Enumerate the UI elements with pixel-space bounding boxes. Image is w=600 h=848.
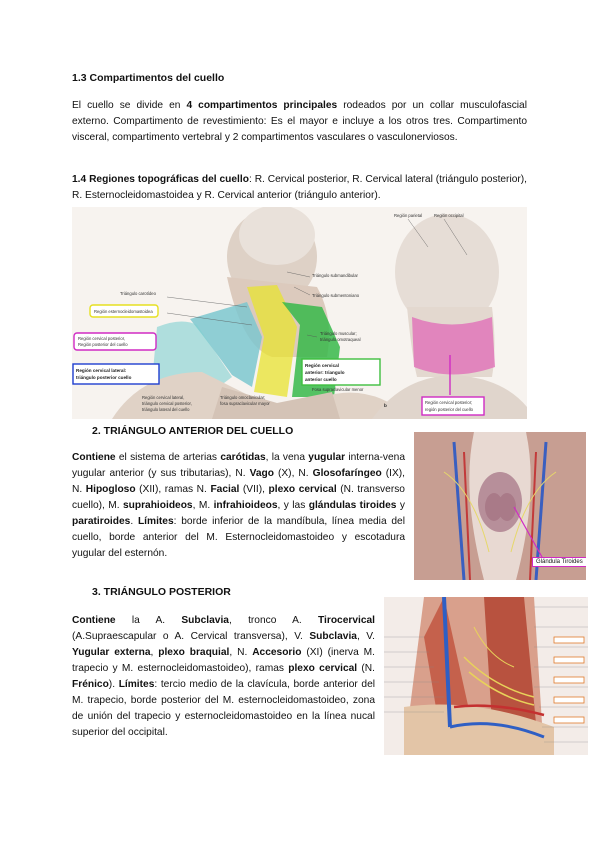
label-submandibular: Triángulo submandibular bbox=[312, 273, 358, 278]
text-run: la A. bbox=[115, 615, 182, 626]
thyroid-caption: Glándula Tiroides bbox=[532, 557, 586, 567]
text-run: (IX), N. bbox=[72, 468, 405, 495]
box-anterior-region-2: anterior: triangulo bbox=[305, 370, 345, 375]
section-1-3-paragraph bbox=[72, 98, 527, 146]
text-run: (N. transverso cuello), M. bbox=[72, 484, 405, 511]
text-run: (VII), bbox=[239, 484, 269, 495]
label-submental: Triángulo submentoniano bbox=[312, 293, 360, 298]
label-carotid-triangle: Triángulo carotídeo bbox=[120, 291, 156, 296]
text-bold: Glosofaríngeo bbox=[312, 468, 382, 479]
box-anterior-region-3: anterior cuello bbox=[305, 377, 337, 382]
text-bold: Accesorio bbox=[252, 647, 302, 658]
text-run: : R. Cervical posterior, R. Cervical lateral (triángulo posterior), R. Esternocleidomastoidea y R. Cervical anterior (triángulo anterior). bbox=[72, 174, 527, 201]
text-run: : borde inferior de la mandíbula, línea media del cuello, borde anterior del M. Esternocleidomastoideo y escotadura yugular del esternón. bbox=[72, 516, 405, 559]
text-bold: Límites bbox=[118, 679, 155, 690]
text-bold: Contiene bbox=[72, 452, 116, 463]
label-bottom-2b: fosa supraclavicular mayor bbox=[220, 401, 270, 406]
text-bold: 4 compartimentos principales bbox=[186, 100, 338, 111]
text-bold: Yugular externa bbox=[72, 647, 151, 658]
label-bottom-1a: Región cervical lateral, bbox=[142, 395, 185, 400]
text-run: (XI) (inerva M. trapecio y M. esternocleidomastoideo), ramas bbox=[72, 647, 375, 674]
text-run: el sistema de arterias bbox=[115, 452, 221, 463]
text-run: (X), N. bbox=[273, 468, 313, 479]
text-run: rodeados por un collar musculofascial externo. Compartimento de revestimiento: Es el mayor e incluye a los otros tres. Compartimento visceral, compartimento vertebral y 2 compartimentos vasculares o vasculonerviosos. bbox=[72, 100, 527, 143]
text-bold: Tirocervical bbox=[317, 615, 375, 626]
text-bold: Subclavia bbox=[309, 631, 357, 642]
box-lateral-region-2: triángulo posterior cuello bbox=[76, 375, 132, 380]
box-lateral-region-1: Región cervical lateral: bbox=[76, 368, 127, 373]
figure-letter-b: b bbox=[384, 403, 387, 408]
label-back-posterior-2: región posterior del cuello bbox=[425, 407, 473, 412]
text-run: El cuello se divide en bbox=[72, 100, 187, 111]
label-parietal: Región parietal bbox=[394, 213, 423, 218]
text-run: , tronco A. bbox=[228, 615, 318, 626]
text-bold: plexo cervical bbox=[288, 663, 358, 674]
text-run: , N. bbox=[229, 647, 253, 658]
text-bold: Contiene bbox=[72, 615, 116, 626]
label-scm-region: Región esternocleidomastoidea bbox=[94, 309, 153, 314]
section-3-paragraph bbox=[72, 613, 375, 741]
text-run: , bbox=[150, 647, 159, 658]
text-bold: plexo cervical bbox=[268, 484, 337, 495]
text-bold: glándulas tiroides bbox=[308, 500, 397, 511]
text-bold: suprahioideos bbox=[122, 500, 193, 511]
text-run: ). bbox=[108, 679, 119, 690]
posterior-triangle-figure bbox=[384, 597, 588, 755]
section-1-3-heading: 1.3 Compartimentos del cuello bbox=[72, 72, 225, 84]
text-run: (N. bbox=[357, 663, 375, 674]
text-run: , la vena bbox=[265, 452, 309, 463]
label-lesser-supraclavicular: Fosa supraclavicular menor bbox=[312, 387, 364, 392]
text-bold: plexo braquial bbox=[158, 647, 230, 658]
text-bold: yugular bbox=[308, 452, 346, 463]
text-bold: paratiroides bbox=[72, 516, 131, 527]
label-posterior-cervical-2: Región posterior del cuello bbox=[78, 342, 128, 347]
label-back-posterior-1: Región cervical posterior; bbox=[425, 400, 473, 405]
label-bottom-1b: triángulo cervical posterior, bbox=[142, 401, 192, 406]
text-run: , M. bbox=[192, 500, 214, 511]
text-bold: carótidas bbox=[220, 452, 266, 463]
text-run: , V. bbox=[356, 631, 375, 642]
section-2-paragraph bbox=[72, 450, 405, 562]
label-occipital: Región occipital bbox=[434, 213, 464, 218]
text-run: y bbox=[396, 500, 405, 511]
text-bold: Límites bbox=[137, 516, 174, 527]
text-run: , y las bbox=[277, 500, 309, 511]
text-bold: infrahioideos bbox=[213, 500, 278, 511]
text-run: (A.Supraescapular o A. Cervical transversa), V. bbox=[72, 631, 310, 642]
label-posterior-cervical-1: Región cervical posterior, bbox=[78, 336, 126, 341]
text-bold: Facial bbox=[210, 484, 240, 495]
text-run: . bbox=[130, 516, 138, 527]
label-bottom-1c: triángulo lateral del cuello bbox=[142, 407, 190, 412]
neck-regions-figure bbox=[72, 207, 527, 419]
text-bold: Frénico bbox=[72, 679, 109, 690]
section-2-heading: 2. TRIÁNGULO ANTERIOR DEL CUELLO bbox=[92, 425, 294, 437]
text-run: (XII), ramas N. bbox=[135, 484, 211, 495]
text-bold: Hipogloso bbox=[85, 484, 136, 495]
text-run: interna-vena yugular anterior (y sus tributarias), N. bbox=[72, 452, 406, 479]
text-bold: Vago bbox=[249, 468, 274, 479]
label-muscular-2: triángulo omotraqueal bbox=[320, 337, 361, 342]
label-muscular-1: Triángulo muscular; bbox=[320, 331, 357, 336]
section-1-4-paragraph bbox=[72, 172, 527, 204]
text-bold: 1.4 Regiones topográficas del cuello bbox=[72, 174, 249, 185]
section-3-heading: 3. TRIÁNGULO POSTERIOR bbox=[92, 586, 231, 598]
label-bottom-2a: Triángulo omoclavicular; bbox=[220, 395, 266, 400]
text-run: : tercio medio de la clavícula, borde anterior del M. trapecio, borde posterior del M. esternocleidomastoideo, zona de unión del trapecio y esternocleidomastoideo en la línea nucal superior del occipital. bbox=[72, 679, 375, 738]
anterior-triangle-figure bbox=[414, 432, 586, 580]
box-anterior-region-1: Región cervical bbox=[305, 363, 339, 368]
text-bold: Subclavia bbox=[181, 615, 229, 626]
